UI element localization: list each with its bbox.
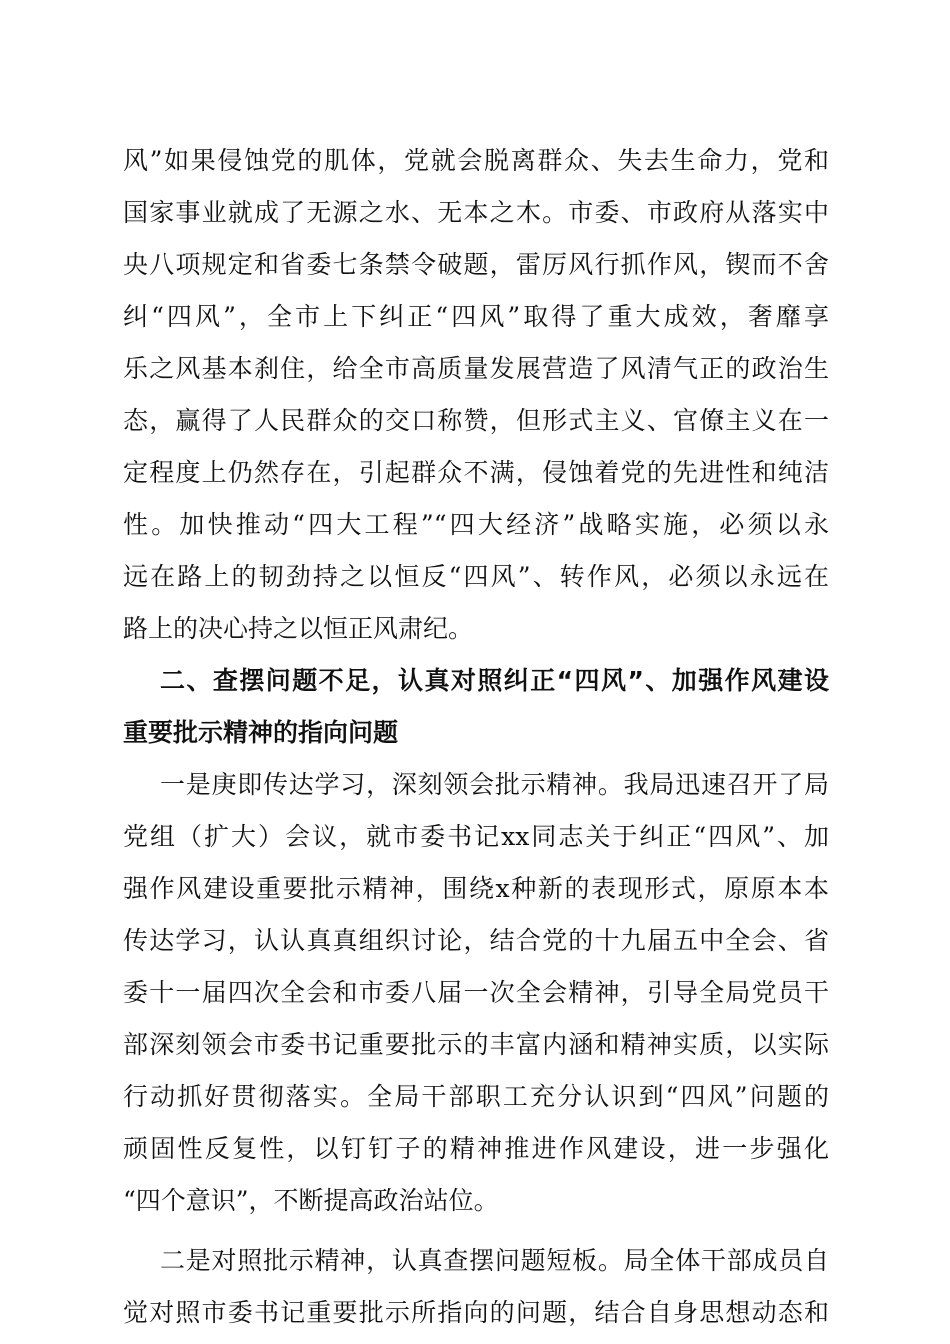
paragraph-first-line [160, 768, 829, 802]
body-line: 委十一届四次全会和市委八届一次全会精神，引导全局党员干 [123, 978, 829, 1007]
body-line: 行动抓好贯彻落实。全局干部职工充分认识到“四风”问题的 [123, 1082, 829, 1111]
body-line: 性。加快推动“四大工程”“四大经济”战略实施，必须以永 [123, 510, 829, 539]
paragraph-lead: 一是庚即传达学习，深刻领会批示精神。 [160, 770, 624, 799]
body-line: 传达学习，认认真真组织讨论，结合党的十九届五中全会、省 [123, 926, 829, 955]
body-line: 路上的决心持之以恒正风肃纪。 [123, 614, 474, 643]
paragraph-text: 局全体干部成员自 [623, 1246, 829, 1275]
body-line: 风”如果侵蚀党的肌体，党就会脱离群众、失去生命力，党和 [123, 146, 829, 175]
paragraph-text: 我局迅速召开了局 [623, 770, 829, 799]
body-line: 远在路上的韧劲持之以恒反“四风”、转作风，必须以永远在 [123, 562, 829, 591]
body-line: 态，赢得了人民群众的交口称赞，但形式主义、官僚主义在一 [123, 406, 829, 435]
section-heading-line: 重要批示精神的指向问题 [123, 718, 399, 747]
body-line: 部深刻领会市委书记重要批示的丰富内涵和精神实质，以实际 [123, 1030, 829, 1059]
body-line: 纠“四风”，全市上下纠正“四风”取得了重大成效，奢靡享 [123, 302, 829, 331]
paragraph-first-line [160, 1244, 829, 1278]
body-line: 顽固性反复性，以钉钉子的精神推进作风建设，进一步强化 [123, 1134, 829, 1163]
body-line: 党组（扩大）会议，就市委书记xx同志关于纠正“四风”、加 [123, 822, 829, 851]
body-line: 国家事业就成了无源之水、无本之木。市委、市政府从落实中 [123, 198, 829, 227]
section-heading-line: 二、查摆问题不足，认真对照纠正“四风”、加强作风建设 [160, 666, 829, 695]
paragraph-lead: 二是对照批示精神，认真查摆问题短板。 [160, 1246, 624, 1275]
body-line: 强作风建设重要批示精神，围绕x种新的表现形式，原原本本 [123, 874, 829, 903]
body-line: 央八项规定和省委七条禁令破题，雷厉风行抓作风，锲而不舍 [123, 250, 829, 279]
body-line: “四个意识”，不断提高政治站位。 [123, 1186, 499, 1215]
body-line: 觉对照市委书记重要批示所指向的问题，结合自身思想动态和 [123, 1298, 829, 1327]
body-line: 乐之风基本刹住，给全市高质量发展营造了风清气正的政治生 [123, 354, 829, 383]
body-line: 定程度上仍然存在，引起群众不满，侵蚀着党的先进性和纯洁 [123, 458, 829, 487]
